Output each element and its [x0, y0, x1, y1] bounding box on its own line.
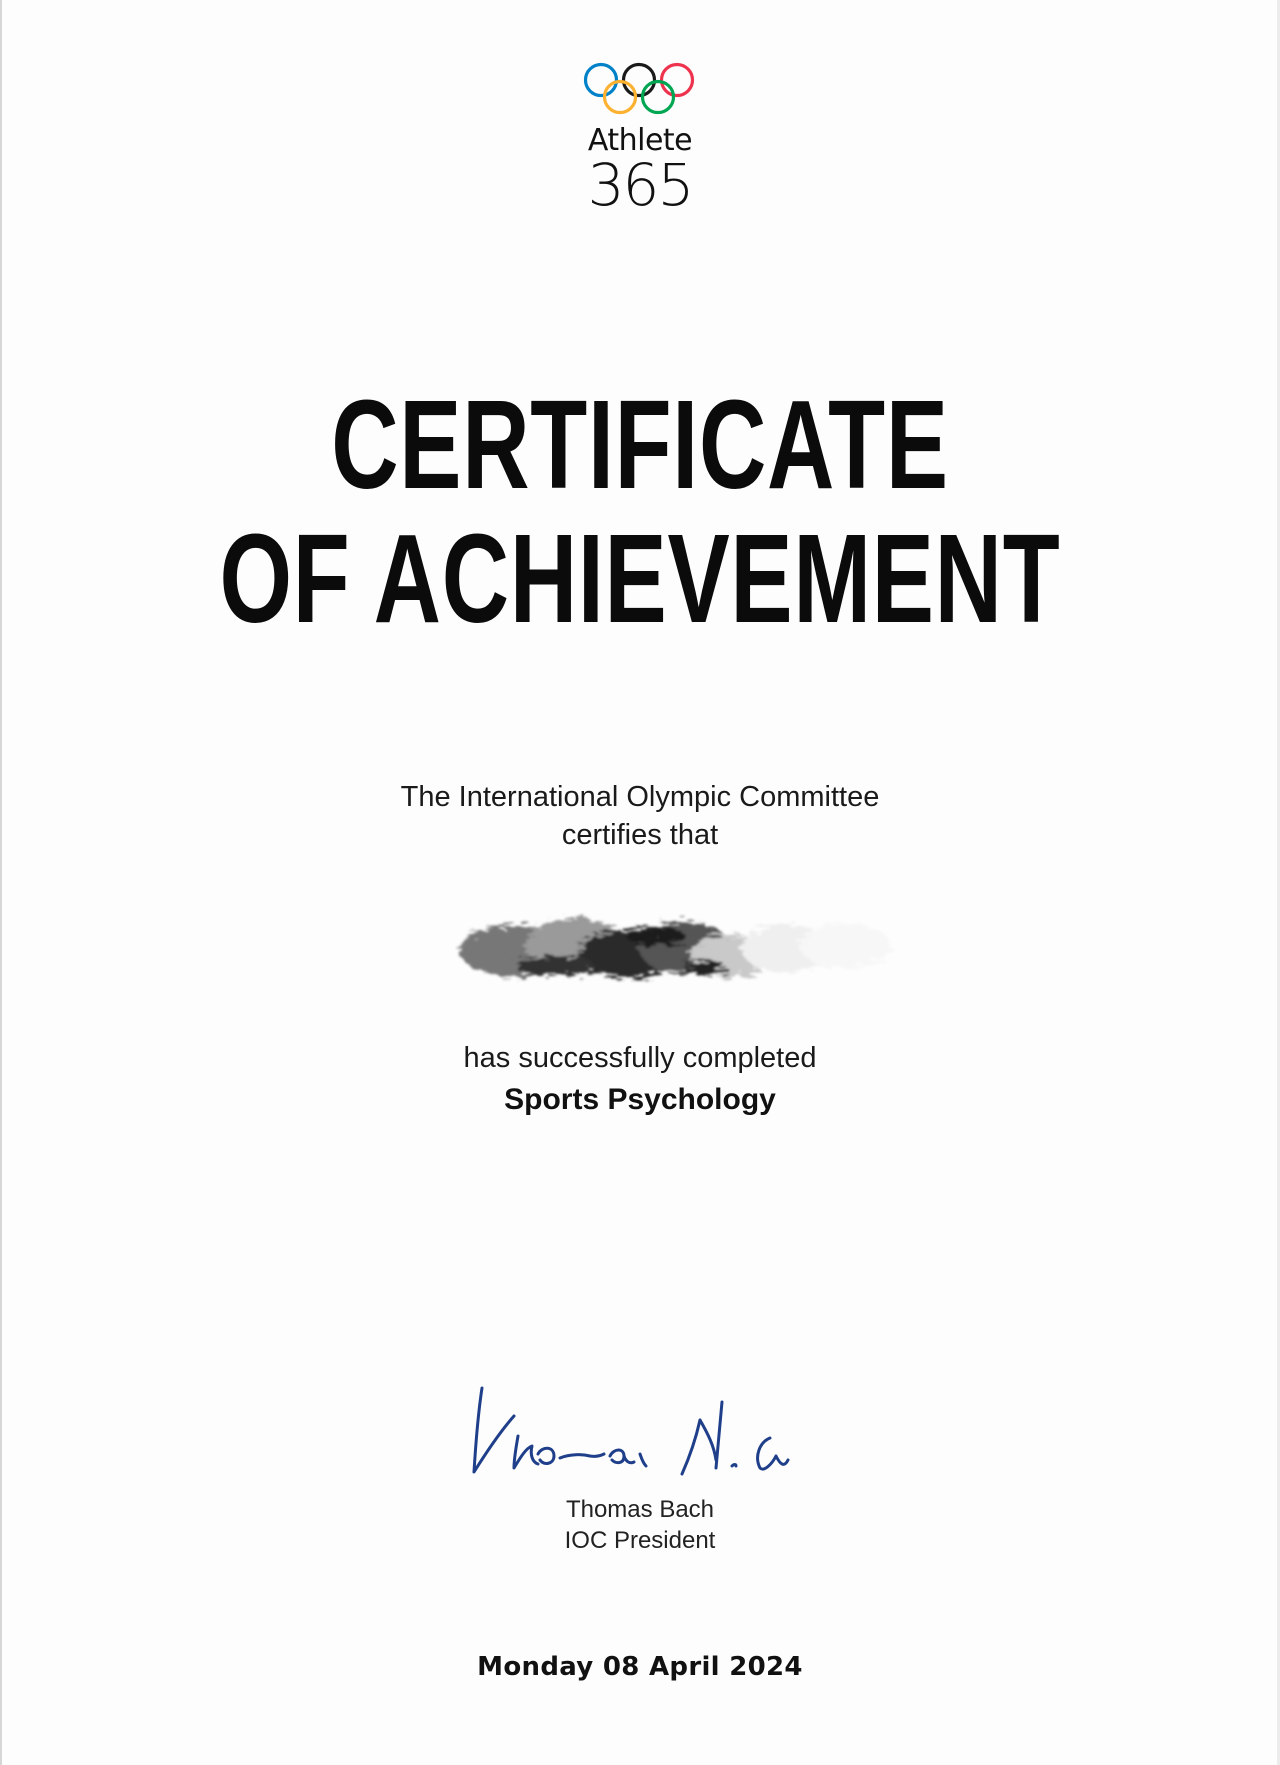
- logo-number: 365: [587, 151, 693, 219]
- certification-statement: [0, 778, 1280, 854]
- certificate-title: [166, 374, 1113, 649]
- olympic-rings-icon: [582, 62, 698, 116]
- course-name: Sports Psychology: [504, 1083, 776, 1116]
- issue-date: Monday 08 April 2024: [477, 1652, 803, 1682]
- signatory-name: Thomas Bach: [565, 1496, 715, 1523]
- redacted-recipient-name: [455, 896, 935, 1000]
- issuer-line: The International Olympic Committee: [400, 781, 880, 813]
- title-line-2: OF ACHIEVEMENT: [219, 508, 1061, 649]
- completion-statement: has successfully completed: [463, 1042, 817, 1074]
- signatory-role: IOC President: [564, 1527, 716, 1554]
- certifies-line: certifies that: [561, 819, 719, 851]
- president-signature: [470, 1384, 815, 1484]
- signatory-block: [0, 1494, 1280, 1556]
- logo-wordmark: Athlete: [587, 123, 693, 158]
- athlete365-logo: [0, 62, 1280, 219]
- title-line-1: CERTIFICATE: [331, 374, 949, 515]
